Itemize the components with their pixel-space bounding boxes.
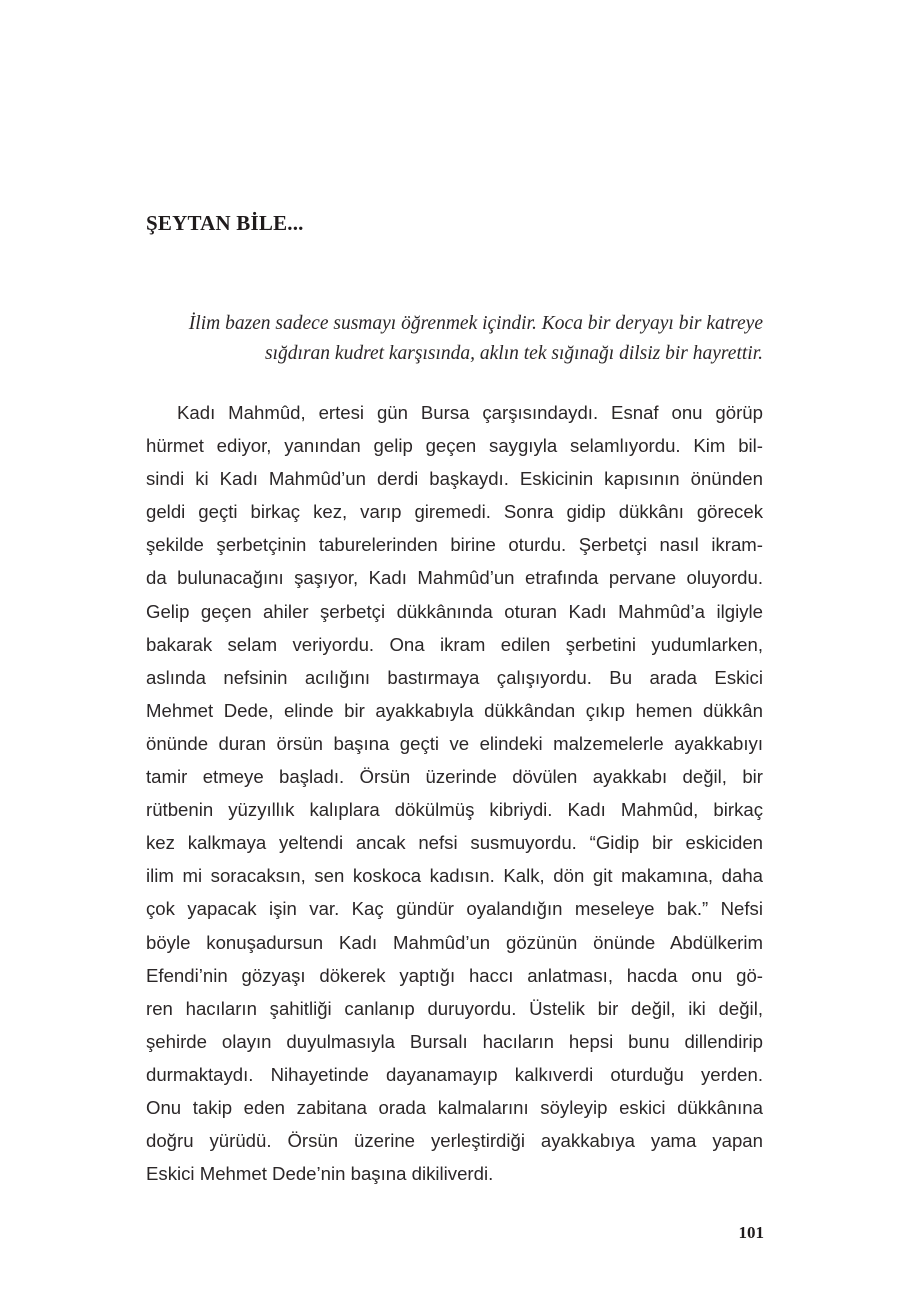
- body-line: Efendi’nin gözyaşı dökerek yaptığı haccı anlatması, hacda onu gö-: [146, 964, 763, 986]
- body-line: şekilde şerbetçinin taburelerinden birine oturdu. Şerbetçi nasıl ikram-: [146, 534, 763, 556]
- body-line: ilim mi soracaksın, sen koskoca kadısın. Kalk, dön git makamına, daha: [146, 865, 763, 887]
- body-line: böyle konuşadursun Kadı Mahmûd’un gözünün önünde Abdülkerim: [146, 931, 763, 953]
- body-line: geldi geçti birkaç kez, varıp giremedi. Sonra gidip dükkânı görecek: [146, 501, 763, 523]
- epigraph-line: sığdıran kudret karşısında, aklın tek sığınağı dilsiz bir hayrettir.: [265, 343, 763, 364]
- body-line: Onu takip eden zabitana orada kalmalarını söyleyip eskici dükkânına: [146, 1096, 763, 1118]
- epigraph: [146, 309, 763, 369]
- body-line: durmaktaydı. Nihayetinde dayanamayıp kalkıverdi oturduğu yerden.: [146, 1063, 763, 1085]
- body-line: hürmet ediyor, yanından gelip geçen saygıyla selamlıyordu. Kim bil-: [146, 435, 763, 457]
- body-line: sindi ki Kadı Mahmûd’un derdi başkaydı. Eskicinin kapısının önünden: [146, 468, 763, 490]
- body-line: rütbenin yüzyıllık kalıplara dökülmüş kibriydi. Kadı Mahmûd, birkaç: [146, 799, 763, 821]
- body-line: bakarak selam veriyordu. Ona ikram edilen şerbetini yudumlarken,: [146, 633, 763, 655]
- body-line: Eskici Mehmet Dede’nin başına dikiliverdi.: [146, 1163, 494, 1185]
- body-line: Kadı Mahmûd, ertesi gün Bursa çarşısındaydı. Esnaf onu görüp: [177, 402, 763, 423]
- body-line: kez kalkmaya yeltendi ancak nefsi susmuyordu. “Gidip bir eskiciden: [146, 832, 763, 854]
- page-number: 101: [738, 1223, 764, 1242]
- body-line: da bulunacağını şaşıyor, Kadı Mahmûd’un etrafında pervane oluyordu.: [146, 567, 763, 589]
- body-paragraph: [146, 396, 763, 1190]
- body-line: ren hacıların şahitliği canlanıp duruyordu. Üstelik bir değil, iki değil,: [146, 997, 763, 1019]
- body-line: Gelip geçen ahiler şerbetçi dükkânında oturan Kadı Mahmûd’a ilgiyle: [146, 600, 763, 622]
- body-line: Mehmet Dede, elinde bir ayakkabıyla dükkândan çıkıp hemen dükkân: [146, 699, 763, 721]
- body-line: aslında nefsinin acılığını bastırmaya çalışıyordu. Bu arada Eskici: [146, 666, 763, 688]
- body-line: doğru yürüdü. Örsün üzerine yerleştirdiği ayakkabıya yama yapan: [146, 1130, 763, 1152]
- body-line: önünde duran örsün başına geçti ve elindeki malzemelerle ayakkabıyı: [146, 732, 763, 754]
- body-line: çok yapacak işin var. Kaç gündür oyalandığın meseleye bak.” Nefsi: [146, 898, 763, 920]
- body-line: tamir etmeye başladı. Örsün üzerinde dövülen ayakkabı değil, bir: [146, 766, 763, 788]
- body-line: şehirde olayın duyulmasıyla Bursalı hacıların hepsi bunu dillendirip: [146, 1030, 763, 1052]
- chapter-title: ŞEYTAN BİLE...: [146, 211, 304, 235]
- epigraph-line: İlim bazen sadece susmayı öğrenmek içindir. Koca bir deryayı bir katreye: [188, 313, 763, 334]
